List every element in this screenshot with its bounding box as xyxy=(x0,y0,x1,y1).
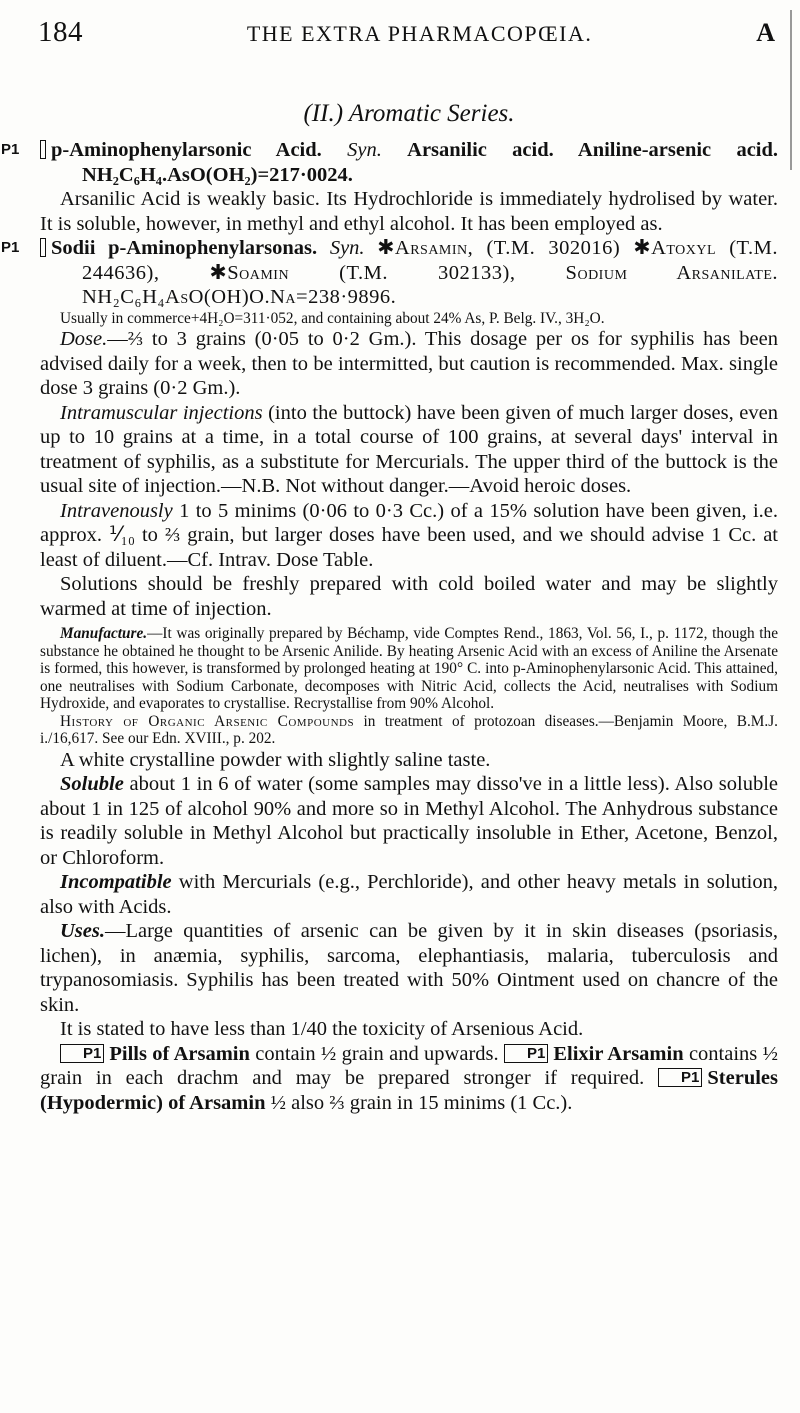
dose-label: Dose. xyxy=(60,328,108,350)
manufacture-text: —It was originally prepared by Béchamp, vide Comptes Rend., 1863, Vol. 56, I., p. 1172, though the substance he obtained he thought to be Arsenic Anilide. By heating Arsenic Acid with an excess of Aniline the Arsenate is formed, this however, is transformed by prolonged heating at 190° C. into p-Aminophenylarsonic Acid. This attained, one neutralises with Sodium Carbonate, decomposes with Nitric Acid, collects the Acid, neutralises with Sodium Hydroxide, and evaporates to crystallise. Recrystallise from 90% Alcohol. xyxy=(40,625,778,712)
manufacture-paragraph xyxy=(40,625,778,713)
elixir-label: Elixir Arsamin xyxy=(553,1042,684,1065)
pills-text: contain ½ grain and upwards. xyxy=(255,1042,499,1065)
page-header xyxy=(38,16,775,56)
pills-label: Pills of Arsamin xyxy=(109,1042,250,1065)
manufacture-label: Manufacture. xyxy=(60,625,148,642)
running-title: THE EXTRA PHARMACOPŒIA. xyxy=(246,21,593,46)
commerce-note: Usually in commerce+4H₂O=311·052, and containing about 24% As, P. Belg. IV., 3H₂O. xyxy=(60,309,605,327)
soluble-label: Soluble xyxy=(60,773,124,795)
page-body xyxy=(1,100,779,1115)
uses-paragraph xyxy=(40,919,778,1017)
iv-text: 1 to 5 minims (0·06 to 0·3 Cc.) of a 15% solution have been given, i.e. approx. ⅟₁₀ to ⅔ grain, but larger doses have been used, and we should advise 1 Cc. at least of diluent.—Cf. Intrav. Dose Table. xyxy=(40,499,779,571)
pharmacopoeia-badge: P1 xyxy=(658,1068,702,1087)
history-text: in treatment of protozoan diseases.—Benjamin Moore, B.M.J. i./16,617. See our Edn. XVIII., p. 202. xyxy=(40,712,778,747)
preparations-paragraph xyxy=(40,1042,778,1116)
history-label: History of Organic Arsenic Compounds xyxy=(60,712,355,730)
dose-paragraph xyxy=(40,327,778,401)
entry-description: Arsanilic Acid is weakly basic. Its Hydrochloride is immediately hydrolised by water. It is soluble, however, in methyl and ethyl alcohol. It has been employed as. xyxy=(40,188,778,235)
section-title: (II.) Aromatic Series. xyxy=(303,100,515,127)
pharmacopoeia-badge: P1 xyxy=(40,238,46,257)
pharmacopoeia-badge: P1 xyxy=(40,140,46,159)
entry-aminophenylarsonic-acid xyxy=(1,138,779,187)
incompatible-paragraph xyxy=(40,870,778,919)
entry-name: Sodii p-Aminophenylarsonas. xyxy=(51,237,318,259)
dose-text: —⅔ to 3 grains (0·05 to 0·2 Gm.). This dosage per os for syphilis has been advised daily for a week, then to be intermitted, but caution is recommended. Max. single dose 3 grains (0·2 Gm.). xyxy=(40,328,778,399)
sterules-text: ½ also ⅔ grain in 15 minims (1 Cc.). xyxy=(270,1091,573,1114)
im-text: (into the buttock) have been given of much larger doses, even up to 10 grains at a time, in a total course of 100 grains, at several days' interval in treatment of syphilis, as a substitute for Mercurials. The upper third of the buttock is the usual site of injection.—N.B. Not without danger.—Avoid heroic doses. xyxy=(40,401,778,497)
pharmacopoeia-badge: P1 xyxy=(60,1044,104,1063)
soluble-paragraph xyxy=(40,772,778,870)
pharmacopoeia-badge: P1 xyxy=(504,1044,548,1063)
iv-label: Intravenously xyxy=(60,499,173,522)
toxicity-note: It is stated to have less than 1/40 the toxicity of Arsenious Acid. xyxy=(60,1018,584,1040)
intramuscular-paragraph xyxy=(40,401,778,499)
incompatible-label: Incompatible xyxy=(60,871,172,893)
entry-sodii-aminophenylarsonas xyxy=(1,236,779,310)
syn-label: Syn. xyxy=(347,139,382,161)
sterules-label: Sterules (Hypodermic) of Arsamin xyxy=(40,1067,778,1114)
page-edge-rule xyxy=(790,10,792,170)
im-label: Intramuscular injections xyxy=(60,401,263,424)
entry-name: p-Aminophenylarsonic Acid. xyxy=(51,139,322,161)
soluble-text: about 1 in 6 of water (some samples may disso've in a little less). Also soluble about 1 in 125 of alcohol 90% and more so in Methyl Alcohol. The Anhydrous substance is readily soluble in Methyl Alcohol but practically insoluble in Ether, Acetone, Benzol, or Chloroform. xyxy=(40,773,778,869)
uses-label: Uses. xyxy=(60,920,105,942)
synonyms: ✱Arsamin, (T.M. 302016) ✱Atoxyl (T.M. 244636), ✱Soamin (T.M. 302133), Sodium Arsanilate. NH₂C₆H₄AsO(OH)O.Na=238·9896. xyxy=(82,237,779,308)
physical-description: A white crystalline powder with slightly saline taste. xyxy=(60,748,491,771)
solutions-paragraph: Solutions should be freshly prepared with cold boiled water and may be slightly warmed at time of injection. xyxy=(40,573,778,620)
page-number: 184 xyxy=(38,16,83,48)
intravenous-paragraph xyxy=(40,499,778,573)
section-letter: A xyxy=(756,18,775,47)
history-paragraph xyxy=(40,713,778,748)
syn-label: Syn. xyxy=(329,237,365,259)
incompatible-text: with Mercurials (e.g., Perchloride), and other heavy metals in solution, also with Acids. xyxy=(40,871,778,918)
synonyms: Arsanilic acid. Aniline-arsenic acid. xyxy=(407,139,779,161)
formula: NH₂C₆H₄.AsO(OH₂)=217·0024. xyxy=(82,163,353,186)
elixir-text: contains ½ grain in each drachm and may be prepared stronger if required. xyxy=(40,1042,778,1089)
uses-text: —Large quantities of arsenic can be given by it in skin diseases (psoriasis, lichen), in anæmia, syphilis, sarcoma, elephantiasis, malaria, tuberculosis and trypanosomiasis. Syphilis has been treated with 50% Ointment used on chancre of the skin. xyxy=(40,920,778,1016)
